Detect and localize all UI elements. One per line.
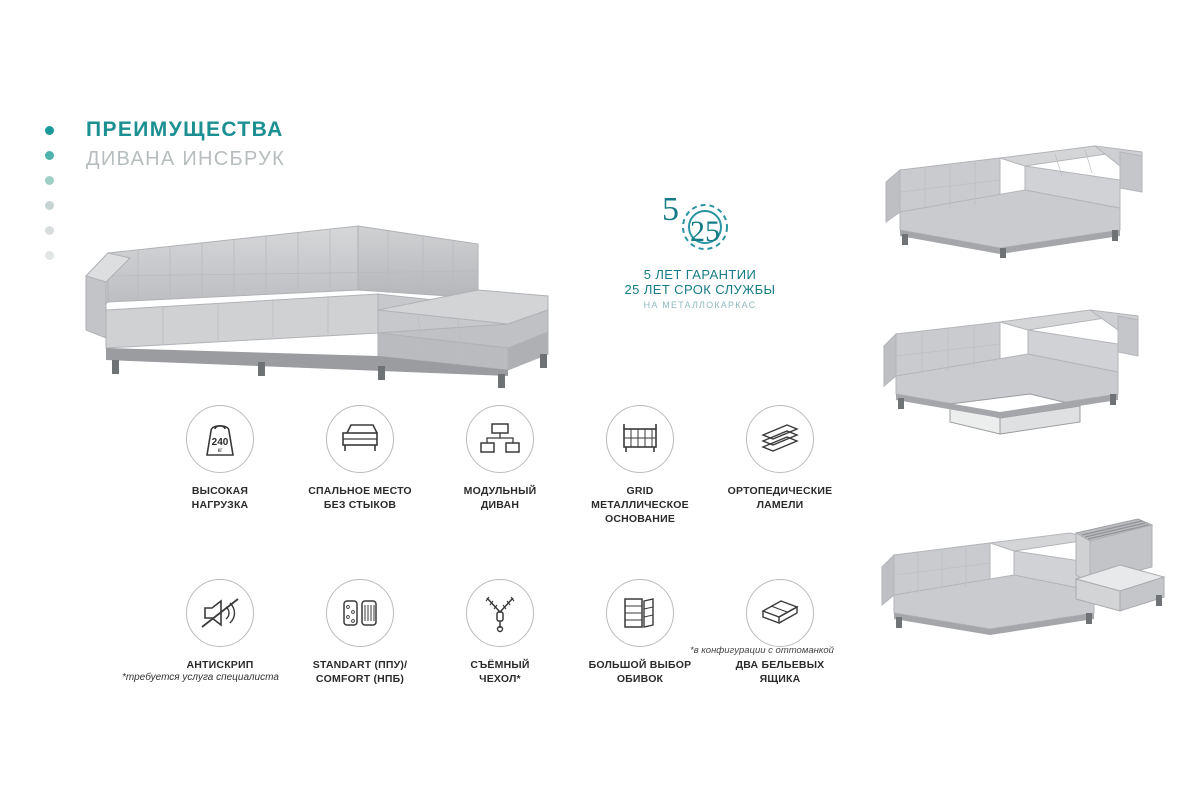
bullet-dot: [45, 201, 54, 210]
badge-bottom-number: 25: [690, 215, 720, 248]
feature-modular: [430, 405, 570, 527]
feature-label: GRID МЕТАЛЛИЧЕСКОЕ ОСНОВАНИЕ: [591, 485, 689, 526]
feature-label: ОРТОПЕДИЧЕСКИЕ ЛАМЕЛИ: [727, 485, 833, 512]
warranty-badge: [610, 185, 790, 310]
feature-label: МОДУЛЬНЫЙ ДИВАН: [463, 485, 537, 512]
badge-line-1: 5 ЛЕТ ГАРАНТИИ: [643, 267, 757, 282]
bullet-dot: [45, 251, 54, 260]
storage-note: *в конфигурации с оттоманкой: [690, 645, 834, 656]
bullet-dot: [45, 176, 54, 185]
feature-foam: [290, 579, 430, 686]
bullet-dot: [45, 126, 54, 135]
modular-icon: [466, 405, 534, 473]
bullet-dot: [45, 151, 54, 160]
page-title: [86, 118, 285, 171]
feature-label: АНТИСКРИП: [186, 658, 254, 671]
sofa-photo-drawer-open: [880, 300, 1180, 450]
feature-no-squeak: [150, 579, 290, 686]
foam-icon: [326, 579, 394, 647]
gear-badge-icon: [610, 185, 790, 267]
title-main: ПРЕИМУЩЕСТВА: [86, 118, 284, 141]
feature-storage-boxes: [710, 579, 850, 686]
feature-label: СПАЛЬНОЕ МЕСТО БЕЗ СТЫКОВ: [308, 485, 412, 512]
features-row-2: [150, 579, 850, 686]
badge-top-number: 5: [662, 191, 679, 228]
svg-text:240: 240: [211, 437, 229, 448]
feature-label: ДВА БЕЛЬЕВЫХ ЯЩИКА: [735, 658, 825, 685]
feature-label: STANDART (ППУ)/ COMFORT (НПБ): [312, 658, 408, 685]
badge-line-2: 25 ЛЕТ СРОК СЛУЖБЫ: [624, 282, 776, 297]
main-sofa-image: [78, 198, 578, 393]
grid-base-icon: [606, 405, 674, 473]
feature-fabric-choice: [570, 579, 710, 686]
seamless-bed-icon: [326, 405, 394, 473]
feature-label: СЪЁМНЫЙ ЧЕХОЛ*: [470, 658, 530, 685]
feature-label: БОЛЬШОЙ ВЫБОР ОБИВОК: [588, 658, 692, 685]
sofa-photo-ottoman-lifted: [880, 505, 1180, 655]
features-row-1: [150, 405, 850, 527]
weight-icon: [186, 405, 254, 473]
features-grid: [150, 405, 850, 686]
footer-note: *требуется услуга специалиста: [122, 672, 279, 683]
feature-label: ВЫСОКАЯ НАГРУЗКА: [191, 485, 249, 512]
feature-seamless-bed: [290, 405, 430, 527]
zipper-icon: [466, 579, 534, 647]
sofa-photo-unfolded: [880, 130, 1180, 260]
no-squeak-icon: [186, 579, 254, 647]
bullet-dots: [45, 126, 54, 276]
storage-box-icon: [746, 579, 814, 647]
feature-slats: [710, 405, 850, 527]
feature-high-load: [150, 405, 290, 527]
svg-text:кг: кг: [217, 448, 223, 454]
slats-icon: [746, 405, 814, 473]
title-subtitle: ДИВАНА ИНСБРУК: [86, 148, 286, 170]
bullet-dot: [45, 226, 54, 235]
badge-line-3: НА МЕТАЛЛОКАРКАС: [643, 300, 757, 310]
feature-removable-cover: [430, 579, 570, 686]
fabrics-icon: [606, 579, 674, 647]
feature-grid-base: [570, 405, 710, 527]
